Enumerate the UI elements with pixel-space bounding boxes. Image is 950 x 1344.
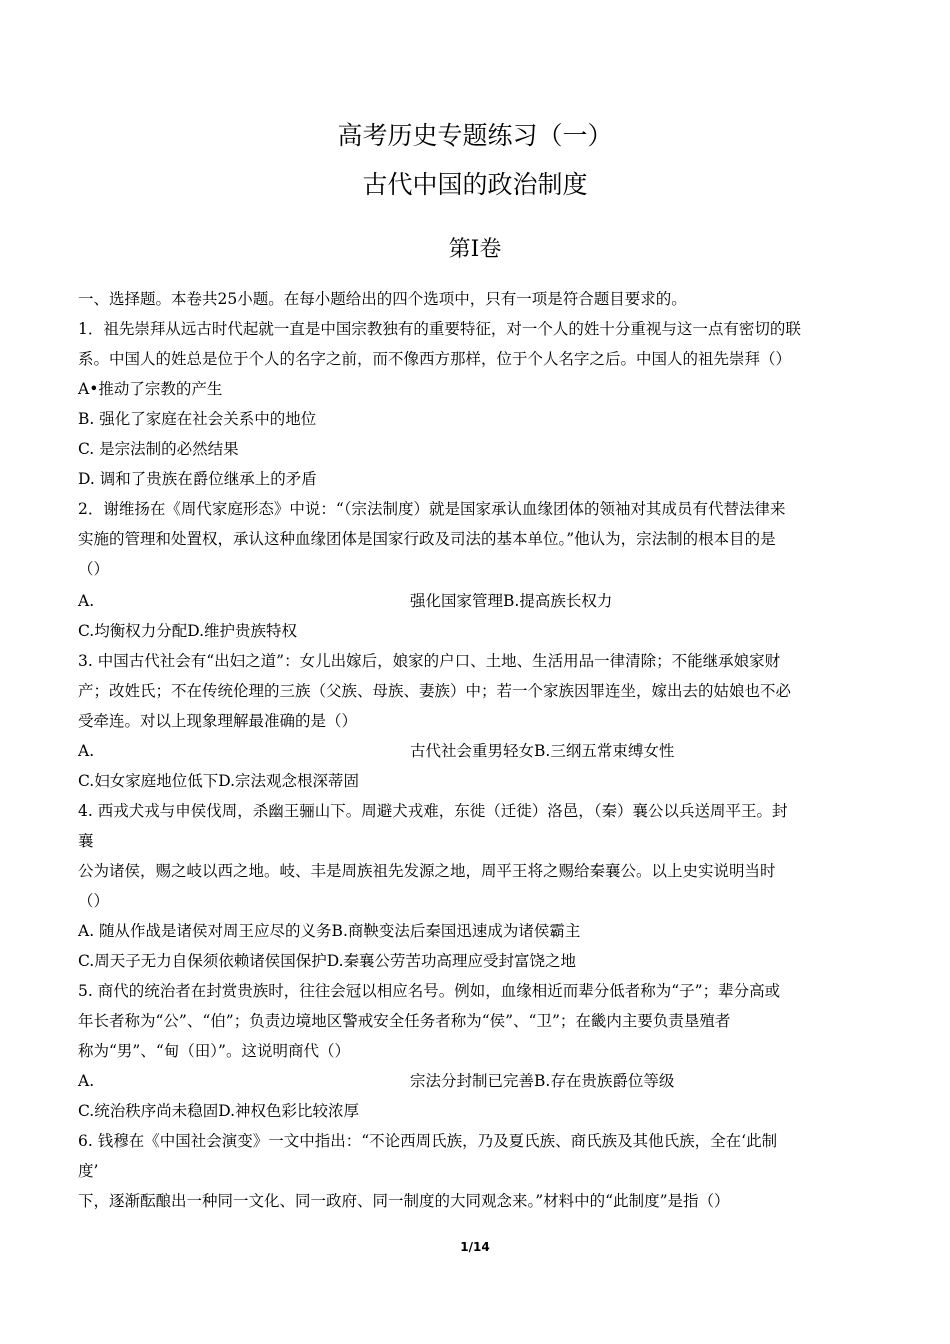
volume-heading: 第I卷 [448, 237, 502, 262]
q2-options-ab: 强化国家管理B.提高族长权力 [410, 592, 613, 610]
q3-stem-line2: 产；改姓氏；不在传统伦理的三族（父族、母族、妻族）中；若一个家族因罪连坐，嫁出去的姑娘也不必 [78, 682, 792, 700]
q5-stem-line2: 年长者称为“公”、“伯”；负责边境地区警戒安全任务者称为“侯”、“卫”；在畿内主要负责垦殖者 [78, 1012, 731, 1030]
q2-option-a-marker: A. [78, 592, 95, 610]
q4-options-cd: C.周天子无力自保须依赖诸侯国保护D.秦襄公劳苦功高理应受封富饶之地 [78, 952, 577, 970]
page-number: 1/14 [460, 1240, 490, 1254]
q5-stem-line3: 称为“男”、“甸（田）”。这说明商代（） [78, 1042, 350, 1060]
q5-options-cd: C.统治秩序尚未稳固D.神权色彩比较浓厚 [78, 1102, 360, 1120]
q1-option-a: A•推动了宗教的产生 [78, 380, 223, 398]
q5-option-a-marker: A. [78, 1072, 95, 1090]
q1-stem-line2: 系。中国人的姓总是位于个人的名字之前，而不像西方那样，位于个人名字之后。中国人的祖先崇拜（） [78, 350, 792, 368]
page-title: 高考历史专题练习（一） [337, 121, 613, 150]
q1-option-c: C. 是宗法制的必然结果 [78, 440, 239, 458]
q6-stem-line1: 6. 钱穆在《中国社会演变》一文中指出：“不论西周氏族，乃及夏氏族、商氏族及其他氏族，全在‘此制 [78, 1132, 778, 1150]
q1-stem-line1: 1．祖先崇拜从远古时代起就一直是中国宗教独有的重要特征，对一个人的姓十分重视与这一点有密切的联 [78, 320, 801, 338]
q3-options-cd: C.妇女家庭地位低下D.宗法观念根深蒂固 [78, 772, 360, 790]
q4-stem-line2: 襄 [78, 832, 94, 850]
instructions: 一、选择题。本卷共25小题。在每小题给出的四个选项中，只有一项是符合题目要求的。 [78, 290, 687, 308]
q4-stem-line3: 公为诸侯，赐之岐以西之地。岐、丰是周族祖先发源之地，周平王将之赐给秦襄公。以上史实说明当时 [78, 862, 776, 880]
q6-stem-line2: 度’ [78, 1162, 99, 1180]
q2-options-cd: C.均衡权力分配D.维护贵族特权 [78, 622, 298, 640]
q1-option-b: B. 强化了家庭在社会关系中的地位 [78, 410, 317, 428]
q2-stem-line3: （） [78, 560, 110, 578]
q6-stem-line3: 下，逐渐酝酿出一种同一文化、同一政府、同一制度的大同观念来。”材料中的“此制度”是指（） [78, 1192, 730, 1210]
q3-option-a-marker: A. [78, 742, 95, 760]
q1-option-d: D. 调和了贵族在爵位继承上的矛盾 [78, 470, 317, 488]
q4-options-ab: A. 随从作战是诸侯对周王应尽的义务B.商鞅变法后秦国迅速成为诸侯霸主 [78, 922, 581, 940]
page-subtitle: 古代中国的政治制度 [362, 170, 588, 199]
q5-options-ab: 宗法分封制已完善B.存在贵族爵位等级 [410, 1072, 675, 1090]
q4-stem-line1: 4. 西戎犬戎与申侯伐周，杀幽王骊山下。周避犬戎难，东徙（迁徙）洛邑，（秦）襄公以兵送周平王。封 [78, 802, 788, 820]
q2-stem-line2: 实施的管理和处置权，承认这种血缘团体是国家行政及司法的基本单位。”他认为，宗法制的根本目的是 [78, 530, 776, 548]
q2-stem-line1: 2．谢维扬在《周代家庭形态》中说：“（宗法制度）就是国家承认血缘团体的领袖对其成员有代替法律来 [78, 500, 786, 518]
q3-stem-line1: 3. 中国古代社会有“出妇之道”：女儿出嫁后，娘家的户口、土地、生活用品一律清除；不能继承娘家财 [78, 652, 781, 670]
q3-stem-line3: 受牵连。对以上现象理解最准确的是（） [78, 712, 358, 730]
q4-stem-line4: （） [78, 892, 110, 910]
q5-stem-line1: 5. 商代的统治者在封赏贵族时，往往会冠以相应名号。例如，血缘相近而辈分低者称为“子”；辈分高或 [78, 982, 781, 1000]
q3-options-ab: 古代社会重男轻女B.三纲五常束缚女性 [410, 742, 675, 760]
